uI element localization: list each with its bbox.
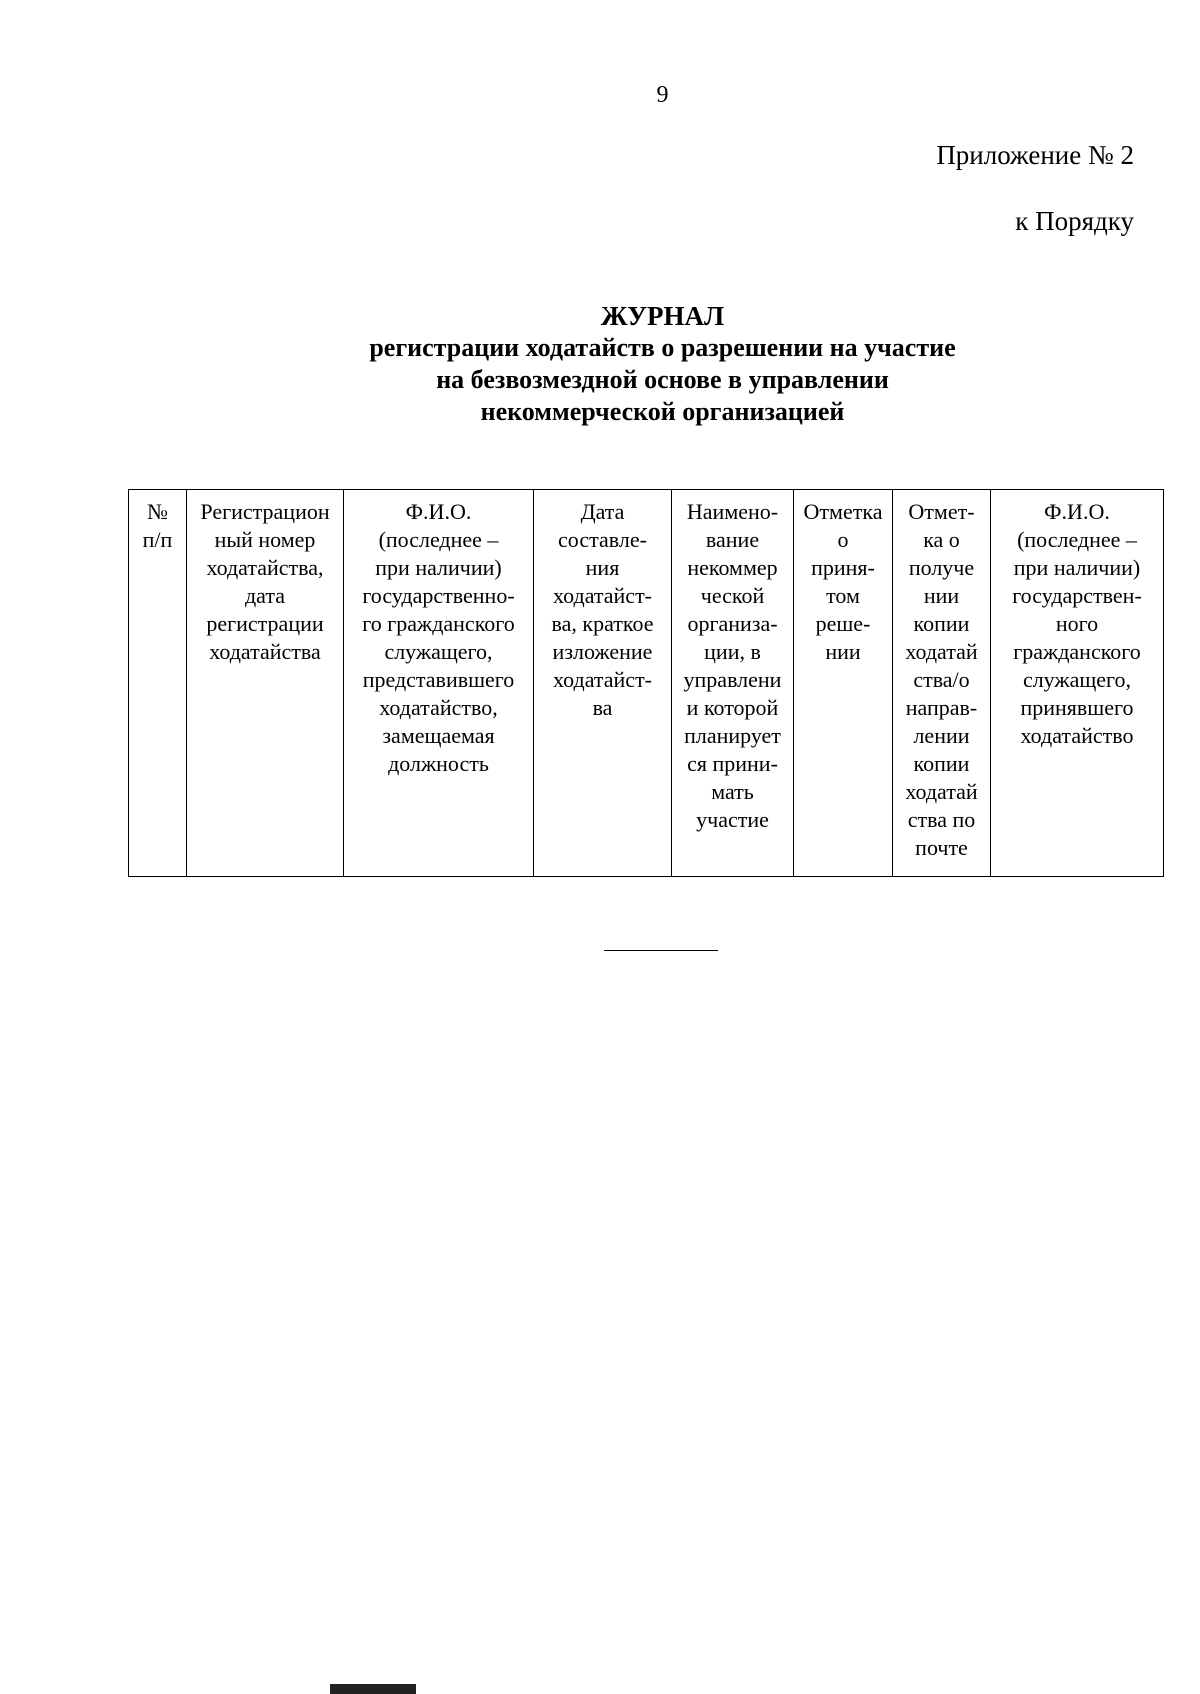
end-divider	[604, 950, 718, 951]
title-line-1: регистрации ходатайств о разрешении на участие	[369, 333, 956, 362]
appendix-reference: к Порядку	[1015, 206, 1134, 236]
column-header-decision: Отметка о приня- том реше- нии	[794, 490, 893, 877]
column-header-number: № п/п	[129, 490, 187, 877]
page-number: 9	[656, 82, 669, 108]
appendix-label: Приложение № 2	[936, 140, 1134, 170]
column-header-registration: Регистрацион ный номер ходатайства, дата регистрации ходатайства	[187, 490, 344, 877]
column-header-receiver: Ф.И.О. (последнее – при наличии) государствен- ного гражданского служащего, принявшего ходатайство	[991, 490, 1164, 877]
column-header-organization: Наимено- вание некоммер ческой организа- ции, в управлени и которой планирует ся прини- мать участие	[672, 490, 794, 877]
title-main: ЖУРНАЛ	[600, 301, 725, 331]
column-header-date-summary: Дата составле- ния ходатайст- ва, краткое изложение ходатайст- ва	[534, 490, 672, 877]
column-header-applicant: Ф.И.О. (последнее – при наличии) государственно- го гражданского служащего, представившего ходатайство, замещаемая должность	[344, 490, 534, 877]
table-header-row	[129, 490, 1164, 877]
scan-artifact	[330, 1684, 416, 1694]
document-title	[0, 300, 1200, 428]
journal-table	[128, 489, 1164, 877]
column-header-copy-mark: Отмет- ка о получе нии копии ходатай ства/о направ- лении копии ходатай ства по почте	[893, 490, 991, 877]
title-line-2: на безвозмездной основе в управлении	[436, 365, 889, 394]
title-line-3: некоммерческой организацией	[480, 397, 845, 426]
